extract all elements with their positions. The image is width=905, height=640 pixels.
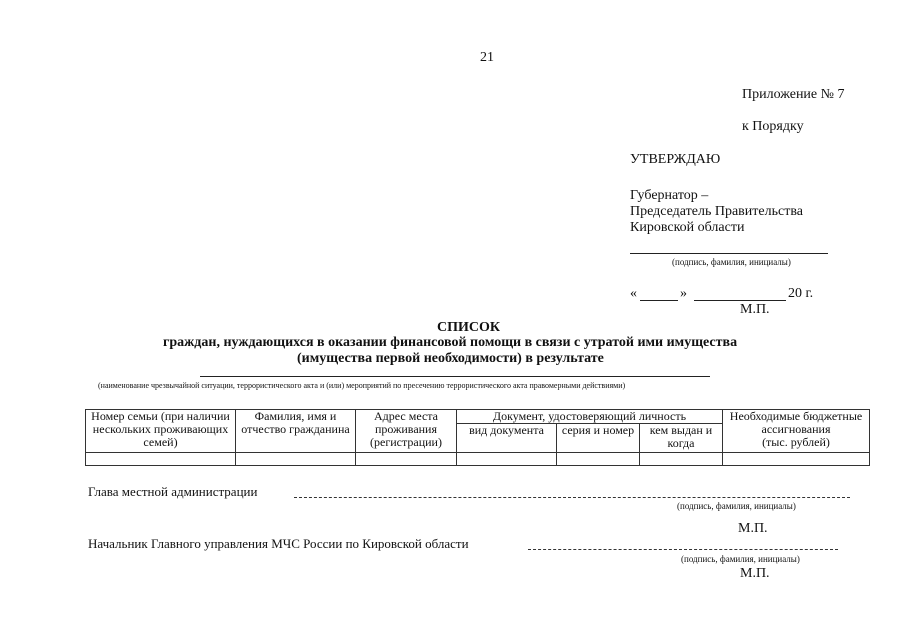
table-cell: [640, 453, 723, 466]
header-family-number: Номер семьи (при наличии нескольких проживающих семей): [86, 410, 236, 453]
appendix-label: Приложение № 7: [742, 87, 845, 102]
table-cell: [457, 453, 557, 466]
head-administration-caption: (подпись, фамилия, инициалы): [677, 501, 796, 511]
header-issued-by: кем выдан и когда: [640, 424, 723, 453]
table-cell: [236, 453, 356, 466]
head-administration-label: Глава местной администрации: [88, 484, 258, 499]
to-order-label: к Порядку: [742, 119, 804, 134]
approver-position-line3: Кировской области: [630, 220, 745, 235]
header-series-number: серия и номер: [557, 424, 640, 453]
header-document-type: вид документа: [457, 424, 557, 453]
approve-label: УТВЕРЖДАЮ: [630, 152, 721, 167]
table-cell: [356, 453, 457, 466]
header-identity-document: Документ, удостоверяющий личность: [457, 410, 723, 424]
table-row: [86, 453, 870, 466]
chief-emergency-label: Начальник Главного управления МЧС России по Кировской области: [88, 536, 469, 551]
head-administration-signature-line: [294, 497, 850, 498]
table-cell: [86, 453, 236, 466]
header-address: Адрес места проживания (регистрации): [356, 410, 457, 453]
header-budget-allocation: Необходимые бюджетные ассигнования (тыс. рублей): [723, 410, 870, 453]
approver-position-line1: Губернатор –: [630, 188, 709, 203]
chief-emergency-caption: (подпись, фамилия, инициалы): [681, 554, 800, 564]
approver-signature-caption: (подпись, фамилия, инициалы): [672, 257, 791, 267]
chief-emergency-seal: М.П.: [740, 566, 770, 581]
date-open-quote: «: [630, 286, 637, 301]
table-cell: [723, 453, 870, 466]
chief-emergency-signature-line: [528, 549, 838, 550]
approver-position-line2: Председатель Правительства: [630, 204, 803, 219]
date-year: 20 г.: [788, 286, 814, 301]
date-day-blank: [640, 300, 678, 301]
document-title: СПИСОК: [437, 320, 501, 335]
event-name-caption: (наименование чрезвычайной ситуации, террористического акта и (или) мероприятий по пресечению террористического акта правомерными действиями): [98, 381, 626, 390]
approver-signature-line: [630, 253, 828, 254]
citizens-table: [85, 409, 870, 466]
table-cell: [557, 453, 640, 466]
header-full-name: Фамилия, имя и отчество гражданина: [236, 410, 356, 453]
date-close-quote: »: [680, 286, 687, 301]
title-line-3: (имущества первой необходимости) в результате: [297, 351, 604, 366]
page-number: 21: [480, 50, 494, 65]
approver-seal-label: М.П.: [740, 302, 770, 317]
head-administration-seal: М.П.: [738, 521, 768, 536]
title-line-2: граждан, нуждающихся в оказании финансовой помощи в связи с утратой ими имущества: [163, 335, 738, 350]
date-month-blank: [694, 300, 786, 301]
event-name-line: [200, 376, 710, 377]
